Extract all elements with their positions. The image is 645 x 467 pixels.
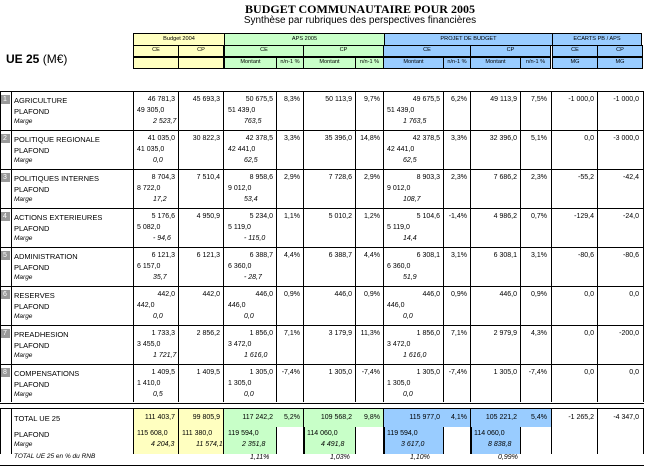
total-marge-value: 4 491,8 [321, 441, 345, 448]
marge-label: Marge [14, 313, 33, 320]
value-cell: -7,4% [361, 369, 380, 376]
total-plafond-value: 115 608,0 [137, 430, 168, 437]
plafond-cell: 446,0 [387, 302, 405, 309]
value-cell: -1 000,0 [613, 96, 639, 103]
total-rnb-value: 0,99% [498, 454, 518, 461]
grid-line [178, 91, 179, 402]
value-cell: 42 378,5 [245, 135, 273, 142]
value-cell: 1 305,0 [493, 369, 517, 376]
marge-cell: - 28,7 [244, 274, 262, 281]
total-value: -4 347,0 [613, 414, 639, 421]
subhdr-cp: CP [197, 47, 205, 53]
value-cell: 7,1% [451, 330, 467, 337]
value-cell: 11,3% [360, 330, 380, 337]
group-aps2005: APS 2005 [291, 36, 318, 42]
total-value: 99 805,9 [192, 414, 220, 421]
value-cell: 6 388,7 [328, 252, 352, 259]
grid-line [303, 408, 304, 454]
grid-line [355, 91, 356, 402]
value-cell: 446,0 [422, 291, 440, 298]
grid-line [223, 91, 224, 402]
value-cell: 45 693,3 [192, 96, 220, 103]
subhdr2-n1: n/n-1 % [525, 59, 546, 65]
subhdr2-cell-bg [133, 57, 179, 69]
marge-cell: - 94,6 [153, 235, 171, 242]
value-cell: -7,4% [281, 369, 300, 376]
subhdr2-cell-bg [178, 57, 224, 69]
value-cell: 35 396,0 [324, 135, 352, 142]
plafond-label: PLAFOND [14, 263, 50, 272]
ue-unit: (M€) [42, 52, 68, 66]
value-cell: 4,3% [531, 330, 547, 337]
plafond-label: PLAFOND [14, 224, 50, 233]
value-cell: 5 176,6 [151, 213, 175, 220]
value-cell: -80,6 [578, 252, 594, 259]
value-cell: -200,0 [619, 330, 639, 337]
row-number: 3 [0, 173, 10, 182]
value-cell: 6 388,7 [249, 252, 273, 259]
value-cell: 32 396,0 [489, 135, 517, 142]
marge-cell: 1 763,5 [403, 118, 427, 125]
grid-line [470, 91, 471, 402]
value-cell: 446,0 [255, 291, 273, 298]
row-number: 6 [0, 290, 10, 299]
marge-cell: 1 721,7 [153, 352, 177, 359]
value-cell: 5 010,2 [328, 213, 352, 220]
value-cell: 41 035,0 [147, 135, 175, 142]
plafond-cell: 5 119,0 [387, 224, 410, 231]
value-cell: -80,6 [623, 252, 639, 259]
plafond-label: PLAFOND [14, 185, 50, 194]
subhdr-ce: CE [423, 47, 431, 53]
marge-cell: 0,0 [153, 157, 163, 164]
marge-cell: 763,5 [244, 118, 262, 125]
plafond-label: PLAFOND [14, 107, 50, 116]
subhdr-ce: CE [571, 47, 579, 53]
marge-cell: 0,0 [153, 313, 163, 320]
total-value: 9,8% [364, 414, 380, 421]
plafond-cell: 6 157,0 [137, 263, 161, 270]
total-marge-value: 4 204,3 [151, 441, 175, 448]
value-cell: 8 704,3 [151, 174, 175, 181]
row-name: COMPENSATIONS [14, 369, 80, 378]
grid-line [133, 408, 134, 454]
value-cell: 50 675,5 [245, 96, 273, 103]
marge-label: Marge [14, 235, 33, 242]
row-number: 1 [0, 95, 10, 104]
subhdr-ce: CE [152, 47, 160, 53]
value-cell: 1 733,3 [151, 330, 175, 337]
total-marge-label: Marge [14, 441, 33, 448]
grid-line [551, 408, 552, 454]
marge-cell: 0,0 [403, 313, 413, 320]
subhdr2-montant: Montant [319, 59, 340, 65]
value-cell: 50 113,9 [325, 96, 352, 103]
group-budget2004: Budget 2004 [163, 36, 195, 42]
row-name: POLITIQUE REGIONALE [14, 135, 100, 144]
value-cell: 2 856,2 [196, 330, 220, 337]
plafond-cell: 5 082,0 [137, 224, 161, 231]
value-cell: 8 903,3 [416, 174, 440, 181]
subhdr2-mg: MG [570, 59, 580, 65]
ue-label-text: UE 25 [6, 52, 40, 66]
subtitle: Synthèse par rubriques des perspectives financières [243, 15, 477, 26]
grid-line [0, 91, 1, 402]
value-cell: 442,0 [202, 291, 220, 298]
marge-cell: 0,0 [244, 391, 254, 398]
value-cell: 5 104,6 [416, 213, 440, 220]
grid-line [597, 408, 598, 454]
plafond-label: PLAFOND [14, 341, 50, 350]
subhdr-cp: CP [339, 47, 348, 53]
total-plafond-value: 114 060,0 [474, 430, 505, 437]
marge-label: Marge [14, 196, 33, 203]
marge-label: Marge [14, 274, 33, 281]
total-gap [520, 427, 552, 454]
value-cell: 1 305,0 [249, 369, 273, 376]
marge-cell: - 115,0 [244, 235, 266, 242]
marge-cell: 0,0 [244, 313, 254, 320]
subhdr2-n1: n/n-1 % [359, 59, 380, 65]
marge-cell: 62,5 [403, 157, 417, 164]
plafond-cell: 42 441,0 [228, 146, 256, 153]
value-cell: 0,0 [584, 369, 594, 376]
subhdr-cp: CP [506, 47, 515, 53]
grid-line [223, 408, 224, 454]
plafond-cell: 6 360,0 [228, 263, 252, 270]
subhdr2-montant: Montant [485, 59, 506, 65]
grid-line [551, 91, 552, 402]
value-cell: 3,1% [451, 252, 467, 259]
marge-cell: 1 616,0 [244, 352, 268, 359]
value-cell: 2,9% [364, 174, 380, 181]
total-value: 4,1% [451, 414, 467, 421]
value-cell: -55,2 [578, 174, 594, 181]
row-number: 5 [0, 251, 10, 260]
marge-label: Marge [14, 352, 33, 359]
plafond-cell: 51 439,0 [387, 107, 415, 114]
value-cell: 2,3% [531, 174, 547, 181]
marge-cell: 14,4 [403, 235, 417, 242]
marge-cell: 0,0 [403, 391, 413, 398]
value-cell: 1 409,5 [196, 369, 220, 376]
total-rnb-value: 1,11% [250, 454, 270, 461]
row-name: POLITIQUES INTERNES [14, 174, 100, 183]
group-projet: PROJET DE BUDGET [440, 36, 497, 42]
total-plafond-value: 119 594,0 [387, 430, 418, 437]
plafond-cell: 3 472,0 [228, 341, 252, 348]
grid-line [643, 91, 644, 402]
value-cell: 1 409,5 [151, 369, 175, 376]
total-value: 115 977,0 [409, 414, 440, 421]
plafond-cell: 442,0 [137, 302, 155, 309]
value-cell: 8,3% [284, 96, 300, 103]
value-cell: 2 979,9 [493, 330, 517, 337]
value-cell: 30 822,3 [192, 135, 220, 142]
plafond-cell: 1 305,0 [228, 380, 252, 387]
value-cell: 5,1% [531, 135, 547, 142]
value-cell: 7 510,4 [196, 174, 220, 181]
subhdr2-mg: MG [615, 59, 625, 65]
total-gap [276, 427, 305, 454]
total-plafond-value: 119 594,0 [228, 430, 259, 437]
plafond-cell: 3 472,0 [387, 341, 411, 348]
total-value: 109 568,2 [320, 414, 352, 421]
value-cell: 7,1% [284, 330, 300, 337]
row-name: ACTIONS EXTERIEURES [14, 213, 103, 222]
plafond-cell: 9 012,0 [228, 185, 252, 192]
plafond-cell: 9 012,0 [387, 185, 411, 192]
value-cell: 3,3% [284, 135, 300, 142]
value-cell: 0,9% [284, 291, 300, 298]
plafond-cell: 446,0 [228, 302, 246, 309]
value-cell: 4,4% [364, 252, 380, 259]
plafond-label: PLAFOND [14, 302, 50, 311]
total-plafond-value: 111 380,0 [182, 430, 213, 437]
value-cell: 2,9% [284, 174, 300, 181]
marge-label: Marge [14, 118, 33, 125]
value-cell: 0,0 [629, 369, 639, 376]
value-cell: 3,1% [531, 252, 547, 259]
value-cell: 2,3% [451, 174, 467, 181]
plafond-cell: 1 410,0 [137, 380, 161, 387]
marge-cell: 1 616,0 [403, 352, 427, 359]
grid-line [383, 91, 384, 402]
value-cell: 1 305,0 [328, 369, 352, 376]
value-cell: 4,4% [284, 252, 300, 259]
value-cell: 0,0 [584, 135, 594, 142]
value-cell: -7,4% [448, 369, 467, 376]
total-value: -1 265,2 [568, 414, 594, 421]
value-cell: 5 234,0 [249, 213, 273, 220]
value-cell: 49 113,9 [490, 96, 517, 103]
plafond-cell: 42 441,0 [387, 146, 415, 153]
value-cell: 14,8% [360, 135, 380, 142]
plafond-cell: 41 035,0 [137, 146, 165, 153]
grid-line [443, 91, 444, 402]
grid-line [597, 91, 598, 402]
subhdr-ce: CE [260, 47, 268, 53]
subhdr2-n1: n/n-1 % [447, 59, 467, 65]
marge-cell: 17,2 [153, 196, 167, 203]
value-cell: 4 950,9 [196, 213, 220, 220]
value-cell: -129,4 [574, 213, 594, 220]
grid-line [303, 91, 304, 402]
value-cell: 42 378,5 [412, 135, 440, 142]
grid-line [178, 408, 179, 454]
total-rnb-label: TOTAL UE 25 en % du RNB [14, 453, 96, 460]
subhdr2-montant: Montant [240, 59, 261, 65]
total-value: 5,2% [284, 414, 300, 421]
title: BUDGET COMMUNAUTAIRE POUR 2005 [245, 2, 475, 16]
value-cell: 1,1% [284, 213, 300, 220]
grid-line [11, 91, 12, 402]
total-plafond-label: PLAFOND [14, 430, 50, 439]
value-cell: 0,7% [531, 213, 547, 220]
total-rnb-value: 1,10% [410, 454, 430, 461]
row-name: AGRICULTURE [14, 96, 68, 105]
value-cell: 446,0 [499, 291, 517, 298]
value-cell: -7,4% [528, 369, 547, 376]
value-cell: 0,9% [451, 291, 467, 298]
value-cell: 0,0 [629, 291, 639, 298]
total-marge-value: 8 838,8 [488, 441, 512, 448]
total-marge-value: 2 351,8 [242, 441, 266, 448]
value-cell: -3 000,0 [613, 135, 639, 142]
value-cell: -42,4 [623, 174, 639, 181]
row-number: 2 [0, 134, 10, 143]
subhdr2-montant: Montant [403, 59, 424, 65]
value-cell: 6 121,3 [196, 252, 220, 259]
grid-line [643, 408, 644, 454]
value-cell: 6 308,1 [493, 252, 517, 259]
marge-label: Marge [14, 157, 33, 164]
total-value: 111 403,7 [144, 414, 175, 421]
value-cell: 3 179,9 [328, 330, 352, 337]
value-cell: 7 728,6 [328, 174, 352, 181]
plafond-cell: 6 360,0 [387, 263, 411, 270]
value-cell: 6 121,3 [151, 252, 175, 259]
value-cell: 6 308,1 [416, 252, 440, 259]
value-cell: 4 986,2 [493, 213, 517, 220]
grid-line [520, 91, 521, 402]
grid-line [0, 408, 1, 454]
value-cell: 49 675,5 [412, 96, 440, 103]
subhdr2-n1: n/n-1 % [280, 59, 300, 65]
grid-line [11, 408, 12, 454]
value-cell: 0,0 [584, 330, 594, 337]
value-cell: 1 856,0 [249, 330, 273, 337]
value-cell: 7,5% [531, 96, 547, 103]
value-cell: 1,2% [364, 213, 380, 220]
marge-cell: 2 523,7 [153, 118, 177, 125]
value-cell: 46 781,3 [147, 96, 175, 103]
total-gap [355, 427, 385, 454]
row-name: RESERVES [14, 291, 55, 300]
marge-cell: 108,7 [403, 196, 421, 203]
grid-line [470, 408, 471, 454]
value-cell: 446,0 [334, 291, 352, 298]
value-cell: 1 305,0 [416, 369, 440, 376]
grid-line [383, 408, 384, 454]
plafond-cell: 5 119,0 [228, 224, 251, 231]
group-ecarts: ECARTS PB / APS [573, 36, 621, 42]
grid-line [276, 91, 277, 402]
row-number: 7 [0, 329, 10, 338]
plafond-cell: 8 722,0 [137, 185, 161, 192]
plafond-label: PLAFOND [14, 380, 50, 389]
marge-label: Marge [14, 391, 33, 398]
value-cell: 3,3% [451, 135, 467, 142]
value-cell: -1,4% [448, 213, 467, 220]
plafond-cell: 3 455,0 [137, 341, 161, 348]
value-cell: 0,9% [364, 291, 380, 298]
total-value: 105 221,2 [485, 414, 517, 421]
total-gap [443, 427, 472, 454]
plafond-cell: 49 305,0 [137, 107, 165, 114]
value-cell: 6,2% [451, 96, 467, 103]
marge-cell: 62,5 [244, 157, 258, 164]
row-number: 4 [0, 212, 10, 221]
value-cell: 8 958,6 [249, 174, 273, 181]
total-marge-value: 11 574,1 [196, 441, 223, 448]
value-cell: 0,9% [531, 291, 547, 298]
value-cell: 442,0 [157, 291, 175, 298]
plafond-label: PLAFOND [14, 146, 50, 155]
total-value: 117 242,2 [242, 414, 273, 421]
grid-line [133, 91, 134, 402]
marge-cell: 51,9 [403, 274, 417, 281]
ue-label [6, 52, 67, 66]
subhdr-cp: CP [616, 47, 624, 53]
total-name: TOTAL UE 25 [14, 414, 61, 423]
row-name: PREADHESION [14, 330, 69, 339]
value-cell: 0,0 [584, 291, 594, 298]
value-cell: 9,7% [364, 96, 380, 103]
total-plafond-value: 114 060,0 [307, 430, 338, 437]
value-cell: -24,0 [623, 213, 639, 220]
marge-cell: 53,4 [244, 196, 258, 203]
plafond-cell: 1 305,0 [387, 380, 411, 387]
value-cell: 1 856,0 [416, 330, 440, 337]
total-marge-value: 3 617,0 [401, 441, 425, 448]
marge-cell: 35,7 [153, 274, 167, 281]
total-value: 5,4% [531, 414, 547, 421]
value-cell: 7 686,2 [493, 174, 517, 181]
total-rnb-value: 1,03% [330, 454, 350, 461]
marge-cell: 0,5 [153, 391, 163, 398]
value-cell: -1 000,0 [568, 96, 594, 103]
row-number: 8 [0, 368, 10, 377]
plafond-cell: 51 439,0 [228, 107, 256, 114]
row-name: ADMINISTRATION [14, 252, 78, 261]
